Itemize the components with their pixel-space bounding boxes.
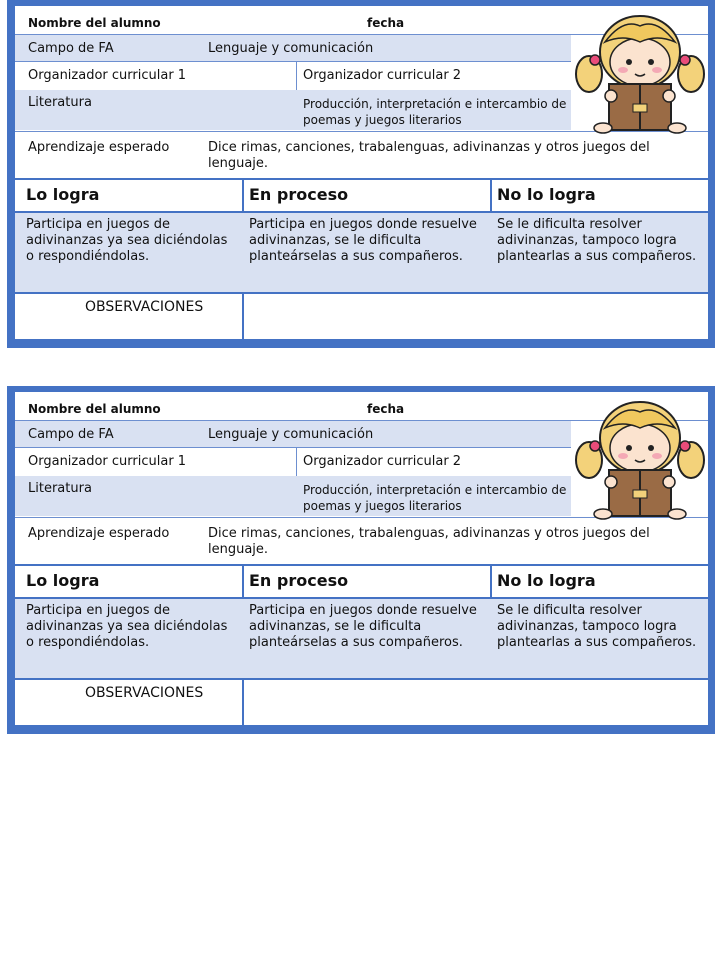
org1-label: Organizador curricular 1 <box>28 68 187 83</box>
criteria-en-proceso: Participa en juegos donde resuelve adivinanzas, se le dificulta planteárselas a sus compañeros. <box>249 217 477 264</box>
header-en-proceso: En proceso <box>249 571 349 590</box>
aprendizaje-value: Dice rimas, canciones, trabalenguas, adivinanzas y otros juegos del lenguaje. <box>208 140 650 171</box>
org1-value: Literatura <box>28 481 92 496</box>
girl-reading-book-icon <box>573 398 707 520</box>
header-no-lo-logra: No lo logra <box>497 571 596 590</box>
campo-label: Campo de FA <box>28 41 114 56</box>
observaciones-field[interactable] <box>245 680 707 724</box>
header-no-lo-logra: No lo logra <box>497 185 596 204</box>
criteria-en-proceso: Participa en juegos donde resuelve adivinanzas, se le dificulta planteárselas a sus compañeros. <box>249 603 477 650</box>
org1-label: Organizador curricular 1 <box>28 454 187 469</box>
card-body <box>15 392 708 725</box>
date-label: fecha <box>367 402 405 416</box>
date-label: fecha <box>367 16 405 30</box>
org1-value: Literatura <box>28 95 92 110</box>
evaluation-card-1 <box>7 0 715 348</box>
evaluation-card-2 <box>7 386 715 734</box>
campo-value: Lenguaje y comunicación <box>208 41 374 56</box>
aprendizaje-label: Aprendizaje esperado <box>28 140 170 155</box>
criteria-lo-logra: Participa en juegos de adivinanzas ya sea diciéndolas o respondiéndolas. <box>26 217 228 264</box>
criteria-no-lo-logra: Se le dificulta resolver adivinanzas, tampoco logra plantearlas a sus compañeros. <box>497 217 697 264</box>
criteria-lo-logra: Participa en juegos de adivinanzas ya sea diciéndolas o respondiéndolas. <box>26 603 228 650</box>
header-lo-logra: Lo logra <box>26 571 100 590</box>
card-body <box>15 6 708 339</box>
campo-value: Lenguaje y comunicación <box>208 427 374 442</box>
observaciones-label: OBSERVACIONES <box>85 685 204 701</box>
header-en-proceso: En proceso <box>249 185 349 204</box>
header-lo-logra: Lo logra <box>26 185 100 204</box>
criteria-no-lo-logra: Se le dificulta resolver adivinanzas, tampoco logra plantearlas a sus compañeros. <box>497 603 697 650</box>
student-name-label: Nombre del alumno <box>28 16 161 30</box>
org2-value: Producción, interpretación e intercambio de poemas y juegos literarios <box>303 97 567 127</box>
campo-label: Campo de FA <box>28 427 114 442</box>
org2-value: Producción, interpretación e intercambio de poemas y juegos literarios <box>303 483 567 513</box>
student-name-label: Nombre del alumno <box>28 402 161 416</box>
observaciones-label: OBSERVACIONES <box>85 299 204 315</box>
org2-label: Organizador curricular 2 <box>303 454 462 469</box>
observaciones-field[interactable] <box>245 294 707 338</box>
aprendizaje-value: Dice rimas, canciones, trabalenguas, adivinanzas y otros juegos del lenguaje. <box>208 526 650 557</box>
org2-label: Organizador curricular 2 <box>303 68 462 83</box>
aprendizaje-label: Aprendizaje esperado <box>28 526 170 541</box>
girl-reading-book-icon <box>573 12 707 134</box>
